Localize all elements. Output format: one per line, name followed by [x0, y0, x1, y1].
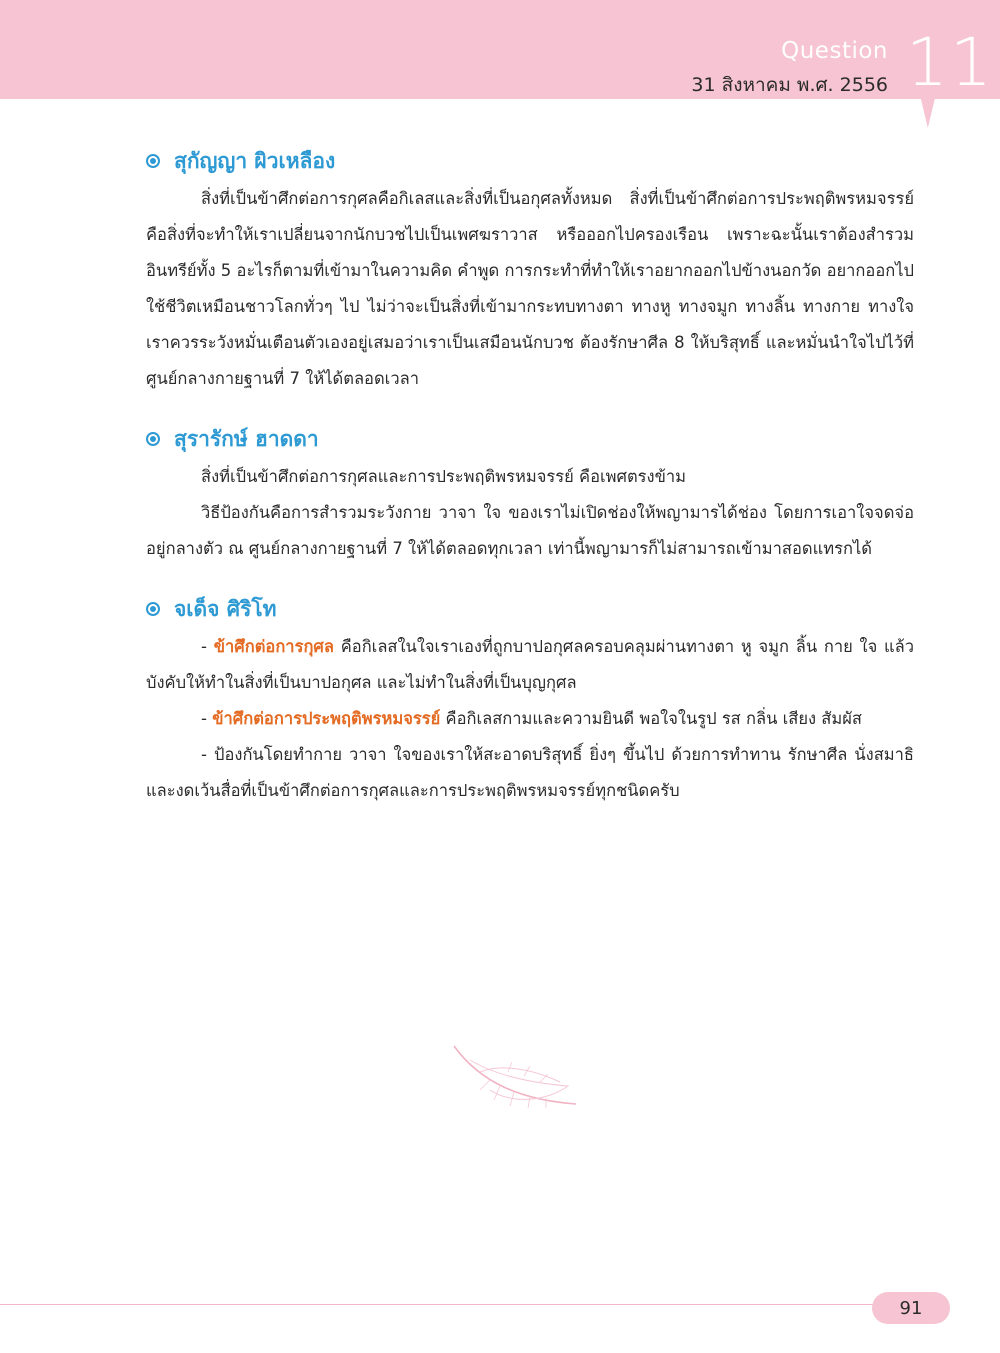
section-heading	[146, 589, 914, 629]
item-dash: -	[201, 709, 213, 728]
answer-item	[146, 701, 914, 737]
answer-item	[146, 737, 914, 809]
section-heading	[146, 141, 914, 181]
answer-paragraph: สิ่งที่เป็นข้าศึกต่อการกุศลคือกิเลสและสิ่งที่เป็นอกุศลทั้งหมด สิ่งที่เป็นข้าศึกต่อการประพฤติพรหมจรรย์คือสิ่งที่จะทำให้เราเปลี่ยนจากนักบวชไปเป็นเพศฆราวาส หรือออกไปครองเรือน เพราะฉะนั้นเราต้องสำรวมอินทรีย์ทั้ง 5 อะไรก็ตามที่เข้ามาในความคิด คำพูด การกระทำที่ทำให้เราอยากออกไปข้างนอกวัด อยากออกไปใช้ชีวิตเหมือนชาวโลกทั่วๆ ไป ไม่ว่าจะเป็นสิ่งที่เข้ามากระทบทางตา ทางหู ทางจมูก ทางลิ้น ทางกาย ทางใจ เราควรระวังหมั่นเตือนตัวเองอยู่เสมอว่าเราเป็นเสมือนนักบวช ต้องรักษาศีล 8 ให้บริสุทธิ์ และหมั่นนำใจไปไว้ที่ศูนย์กลางกายฐานที่ 7 ให้ได้ตลอดเวลา	[146, 189, 914, 388]
answer-paragraph: วิธีป้องกันคือการสำรวมระวังกาย วาจา ใจ ของเราไม่เปิดช่องให้พญามารได้ช่อง โดยการเอาใจจดจ่ออยู่กลางตัว ณ ศูนย์กลางกายฐานที่ 7 ให้ได้ตลอดทุกเวลา เท่านี้พญามารก็ไม่สามารถเข้ามาสอดแทรกได้	[146, 503, 914, 558]
highlighted-term: ข้าศึกต่อการกุศล	[213, 637, 335, 656]
footer-rule	[0, 1304, 880, 1305]
item-dash: -	[201, 745, 214, 764]
feather-icon	[450, 1042, 580, 1112]
question-date: 31 สิงหาคม พ.ศ. 2556	[691, 74, 888, 96]
answer-paragraph: สิ่งที่เป็นข้าศึกต่อการกุศลและการประพฤติพรหมจรรย์ คือเพศตรงข้าม	[201, 467, 687, 486]
double-circle-bullet-icon	[146, 154, 160, 168]
item-text: คือกิเลสกามและความยินดี พอใจในรูป รส กลิ่น เสียง สัมผัส	[440, 709, 862, 728]
question-number: 11	[906, 24, 994, 101]
answer-item	[146, 629, 914, 701]
answer-section	[146, 419, 914, 567]
answer-section	[146, 589, 914, 809]
author-name: จเด็จ ศิริโท	[174, 596, 277, 621]
item-text: ป้องกันโดยทำกาย วาจา ใจของเราให้สะอาดบริสุทธิ์ ยิ่งๆ ขึ้นไป ด้วยการทำทาน รักษาศีล นั่งสมาธิ และงดเว้นสื่อที่เป็นข้าศึกต่อการกุศลและการประพฤติพรหมจรรย์ทุกชนิดครับ	[146, 745, 914, 800]
question-label: Question	[781, 38, 888, 64]
section-heading	[146, 419, 914, 459]
author-name: สุรารักษ์ ฮาดดา	[174, 426, 319, 451]
item-dash: -	[201, 637, 214, 656]
answer-section	[146, 141, 914, 397]
double-circle-bullet-icon	[146, 602, 160, 616]
item-text: คือกิเลสในใจเราเองที่ถูกบาปอกุศลครอบคลุมผ่านทางตา หู จมูก ลิ้น กาย ใจ แล้วบังคับให้ทำในสิ่งที่เป็นบาปอกุศล และไม่ทำในสิ่งที่เป็นบุญกุศล	[146, 637, 914, 692]
answers-content	[146, 141, 914, 831]
double-circle-bullet-icon	[146, 432, 160, 446]
page-number: 91	[872, 1292, 950, 1324]
author-name: สุกัญญา ผิวเหลือง	[174, 148, 336, 173]
highlighted-term: ข้าศึกต่อการประพฤติพรหมจรรย์	[212, 709, 441, 728]
